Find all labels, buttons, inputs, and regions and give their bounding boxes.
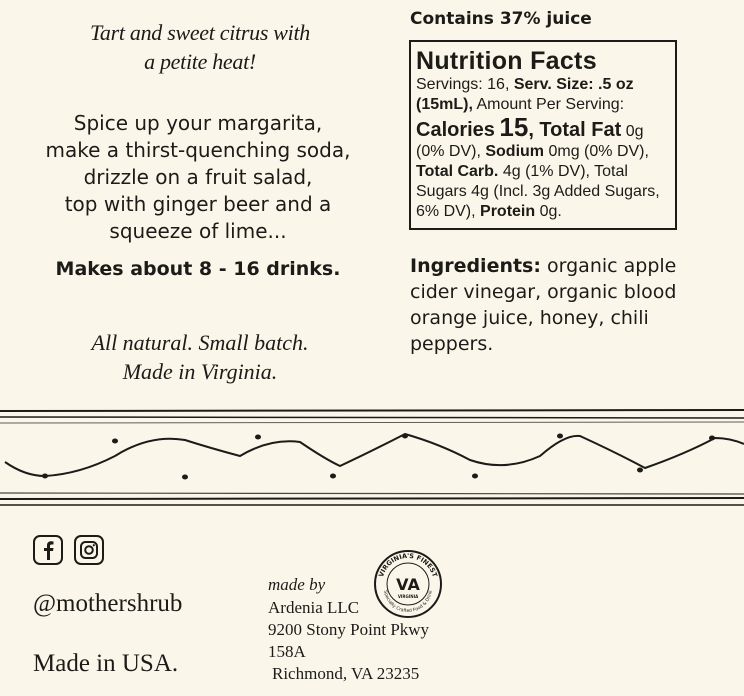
street-address: 9200 Stony Point Pkwy [268,620,430,639]
usage-suggestions [28,110,368,245]
company-name: Ardenia LLC [268,598,360,617]
sugars: Total Sugars 4g (Incl. 3g Added Sugars, 6% DV), [416,163,660,220]
suite: 158A [268,642,306,661]
ingredients-label: Ingredients: [410,255,541,277]
origin-line-1: All natural. Small batch. [91,330,309,355]
usage-line: make a thirst-quenching soda, [45,138,351,162]
carb-label: Total Carb. [416,163,499,180]
sodium-value: 0mg (0% DV), [548,143,649,160]
yield-text: Makes about 8 - 16 drinks. [55,258,341,280]
seal-top-text: VIRGINIA'S FINEST [377,551,439,579]
usage-line: Spice up your margarita, [73,111,323,135]
seal-bottom-text: Specialty Crafted Food & Drink [382,590,434,615]
calories-value: 15 [499,112,529,142]
nutrition-facts-panel [409,40,677,230]
instagram-icon[interactable] [74,535,104,565]
serving-info [416,75,671,115]
usage-line: drizzle on a fruit salad, [83,165,313,189]
serving-size: Serv. Size: .5 oz (15mL), [416,76,634,113]
facebook-icon[interactable] [33,535,63,565]
social-handle: @mothershrub [33,590,183,617]
tagline [40,18,360,76]
nutrition-title: Nutrition Facts [416,47,597,75]
made-by-label: made by [268,575,326,594]
origin-statement [40,328,360,386]
seal-mark: VA [396,575,420,594]
origin-line-2: Made in Virginia. [122,359,278,384]
decorative-wave-band [0,404,744,509]
juice-content: Contains 37% juice [410,9,592,29]
carb-value: 4g (1% DV), [502,163,590,180]
sodium-label: Sodium [485,143,545,160]
nutrient-info [416,112,671,222]
ingredients-text: organic apple cider vinegar, organic blood orange juice, honey, chili peppers. [410,255,677,355]
made-in-usa: Made in USA. [33,650,179,677]
amount-per-serving: Amount Per Serving: [476,96,625,113]
virginias-finest-seal [372,548,444,620]
city-state-zip: Richmond, VA 23235 [272,664,420,683]
tagline-line-1: Tart and sweet citrus with [90,20,310,45]
usage-line: top with ginger beer and a [64,192,332,216]
protein-label: Protein [480,203,536,220]
total-fat-label: , Total Fat [528,119,622,141]
ingredients [410,253,710,357]
total-fat-value: 0g (0% DV), [416,123,644,160]
protein-value: 0g. [539,203,562,220]
servings: Servings: 16, [416,76,510,93]
seal-middle-text: VIRGINIA [397,594,419,599]
tagline-line-2: a petite heat! [144,49,256,74]
calories-label: Calories [416,119,495,141]
usage-line: squeeze of lime... [109,219,287,243]
